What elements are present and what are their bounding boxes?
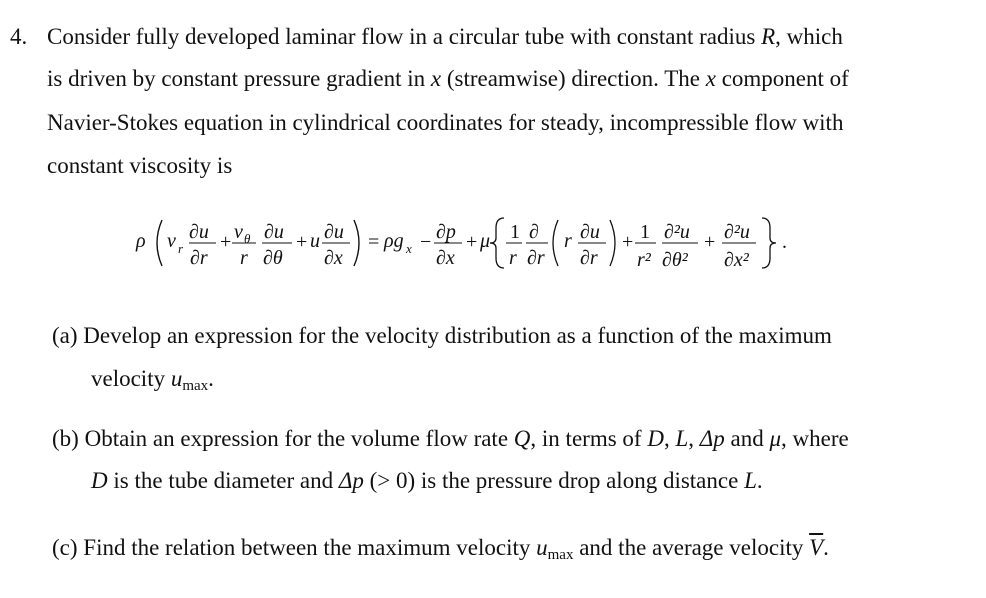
part-b-comma-1: , — [663, 426, 670, 451]
eq-r2: r² — [637, 249, 651, 271]
eq-dr-3: ∂r — [580, 247, 598, 269]
eq-dx-1: ∂x — [324, 247, 343, 269]
intro-line-4: constant viscosity is — [47, 153, 233, 178]
symbol-dp: Δp — [699, 426, 725, 451]
part-a-line-1 — [52, 324, 832, 347]
eq-inner-right-paren — [610, 220, 615, 266]
part-b-text-1: Obtain an expression for the volume flow rate — [84, 426, 509, 451]
eq-right-paren — [354, 220, 359, 266]
eq-du-3: ∂u — [324, 221, 344, 243]
part-a-text-2: velocity — [91, 366, 166, 391]
intro-text-2b: (streamwise) direction. The — [446, 66, 700, 91]
intro-text-1b: , which — [775, 24, 843, 49]
part-b-where: , where — [781, 426, 849, 451]
intro-text-2a: is driven by constant pressure gradient in — [47, 66, 426, 91]
intro-line-1 — [47, 25, 843, 48]
eq-plus-3: + — [466, 231, 478, 253]
eq-dtheta-1: ∂θ — [263, 247, 283, 269]
intro-line-2 — [47, 67, 849, 90]
eq-dx2: ∂x² — [724, 249, 749, 271]
eq-u-1: u — [310, 230, 320, 252]
part-c-text-1: Find the relation between the maximum velocity — [83, 535, 531, 560]
eq-period: . — [782, 231, 787, 253]
symbol-D: D — [647, 426, 664, 451]
equation-svg — [132, 198, 832, 288]
part-b-comma-2: , — [688, 426, 694, 451]
symbol-mu: μ — [769, 426, 782, 451]
part-c-text-2: and the average velocity — [579, 535, 804, 560]
intro-text-1: Consider fully developed laminar flow in a circular tube with constant radius — [47, 24, 756, 49]
eq-r-1: r — [240, 247, 248, 269]
symbol-L-2: L — [744, 468, 757, 493]
eq-dx-2: ∂x — [436, 247, 455, 269]
symbol-R: R — [761, 24, 776, 49]
eq-r-3: r — [564, 230, 572, 252]
part-c-period: . — [823, 535, 829, 560]
symbol-Vbar: $\overline{V}$ — [809, 535, 824, 560]
part-a-text-1: Develop an expression for the velocity distribution as a function of the maximum — [83, 323, 832, 348]
eq-vr: v — [167, 230, 176, 252]
navier-stokes-equation — [132, 198, 832, 288]
part-c-line — [52, 535, 829, 563]
eq-plus-4: + — [622, 231, 634, 253]
eq-du-4: ∂u — [580, 221, 600, 243]
eq-equals: = — [368, 231, 380, 253]
umax-u-c: u — [536, 535, 548, 560]
eq-dtheta2: ∂θ² — [662, 249, 688, 271]
intro-text-2c: component of — [721, 66, 849, 91]
symbol-D-2: D — [91, 468, 108, 493]
part-b-text-3: (> 0) is the pressure drop along distance — [369, 468, 739, 493]
eq-one-2: 1 — [640, 221, 650, 243]
eq-rho-g: ρg — [384, 230, 404, 252]
symbol-dp-2: Δp — [338, 468, 364, 493]
symbol-L: L — [675, 426, 689, 451]
part-b-and: and — [730, 426, 764, 451]
umax-u-a: u — [170, 366, 183, 391]
part-b-line-2 — [91, 469, 763, 492]
eq-minus: − — [420, 231, 432, 253]
eq-inner-left-paren — [553, 220, 558, 266]
eq-partial-1: ∂ — [529, 221, 539, 243]
eq-d2u-2: ∂²u — [724, 221, 750, 243]
eq-vtheta: v — [234, 221, 243, 243]
part-b-line-1 — [52, 427, 849, 450]
eq-vr-sub: r — [178, 241, 184, 256]
part-a-period: . — [208, 366, 214, 391]
eq-plus-1: + — [220, 231, 232, 253]
symbol-x-2: x — [705, 66, 716, 91]
part-a-label: (a) — [52, 323, 78, 348]
symbol-Q: Q — [513, 426, 531, 451]
part-a-line-2 — [91, 366, 214, 394]
eq-plus-2: + — [296, 231, 308, 253]
eq-gx-sub: x — [406, 241, 412, 256]
umax-sub-a: max — [182, 378, 209, 394]
part-b-text-2: is the tube diameter and — [113, 468, 334, 493]
eq-mu: μ — [480, 230, 491, 252]
eq-vtheta-sub: θ — [244, 231, 251, 246]
eq-left-brace — [490, 218, 504, 268]
part-b-period: . — [756, 468, 763, 493]
part-c-label: (c) — [52, 535, 78, 560]
eq-r-2: r — [509, 247, 517, 269]
eq-one-1: 1 — [510, 221, 520, 243]
symbol-x-1: x — [430, 66, 442, 91]
eq-d2u-1: ∂²u — [664, 221, 690, 243]
eq-du-1: ∂u — [189, 221, 209, 243]
eq-right-brace — [762, 218, 776, 268]
umax-sub-c: max — [547, 547, 574, 563]
part-b-mid: , in terms of — [530, 426, 642, 451]
problem-number: 4. — [10, 24, 28, 49]
eq-left-paren — [157, 220, 162, 266]
eq-dp: ∂p — [436, 221, 456, 243]
eq-rho: ρ — [136, 230, 146, 252]
eq-du-2: ∂u — [264, 221, 284, 243]
eq-dr-1: ∂r — [190, 247, 208, 269]
eq-dr-2: ∂r — [527, 247, 545, 269]
eq-plus-5: + — [704, 231, 716, 253]
intro-line-3: Navier-Stokes equation in cylindrical coordinates for steady, incompressible flow with — [47, 110, 844, 135]
part-b-label: (b) — [52, 426, 79, 451]
